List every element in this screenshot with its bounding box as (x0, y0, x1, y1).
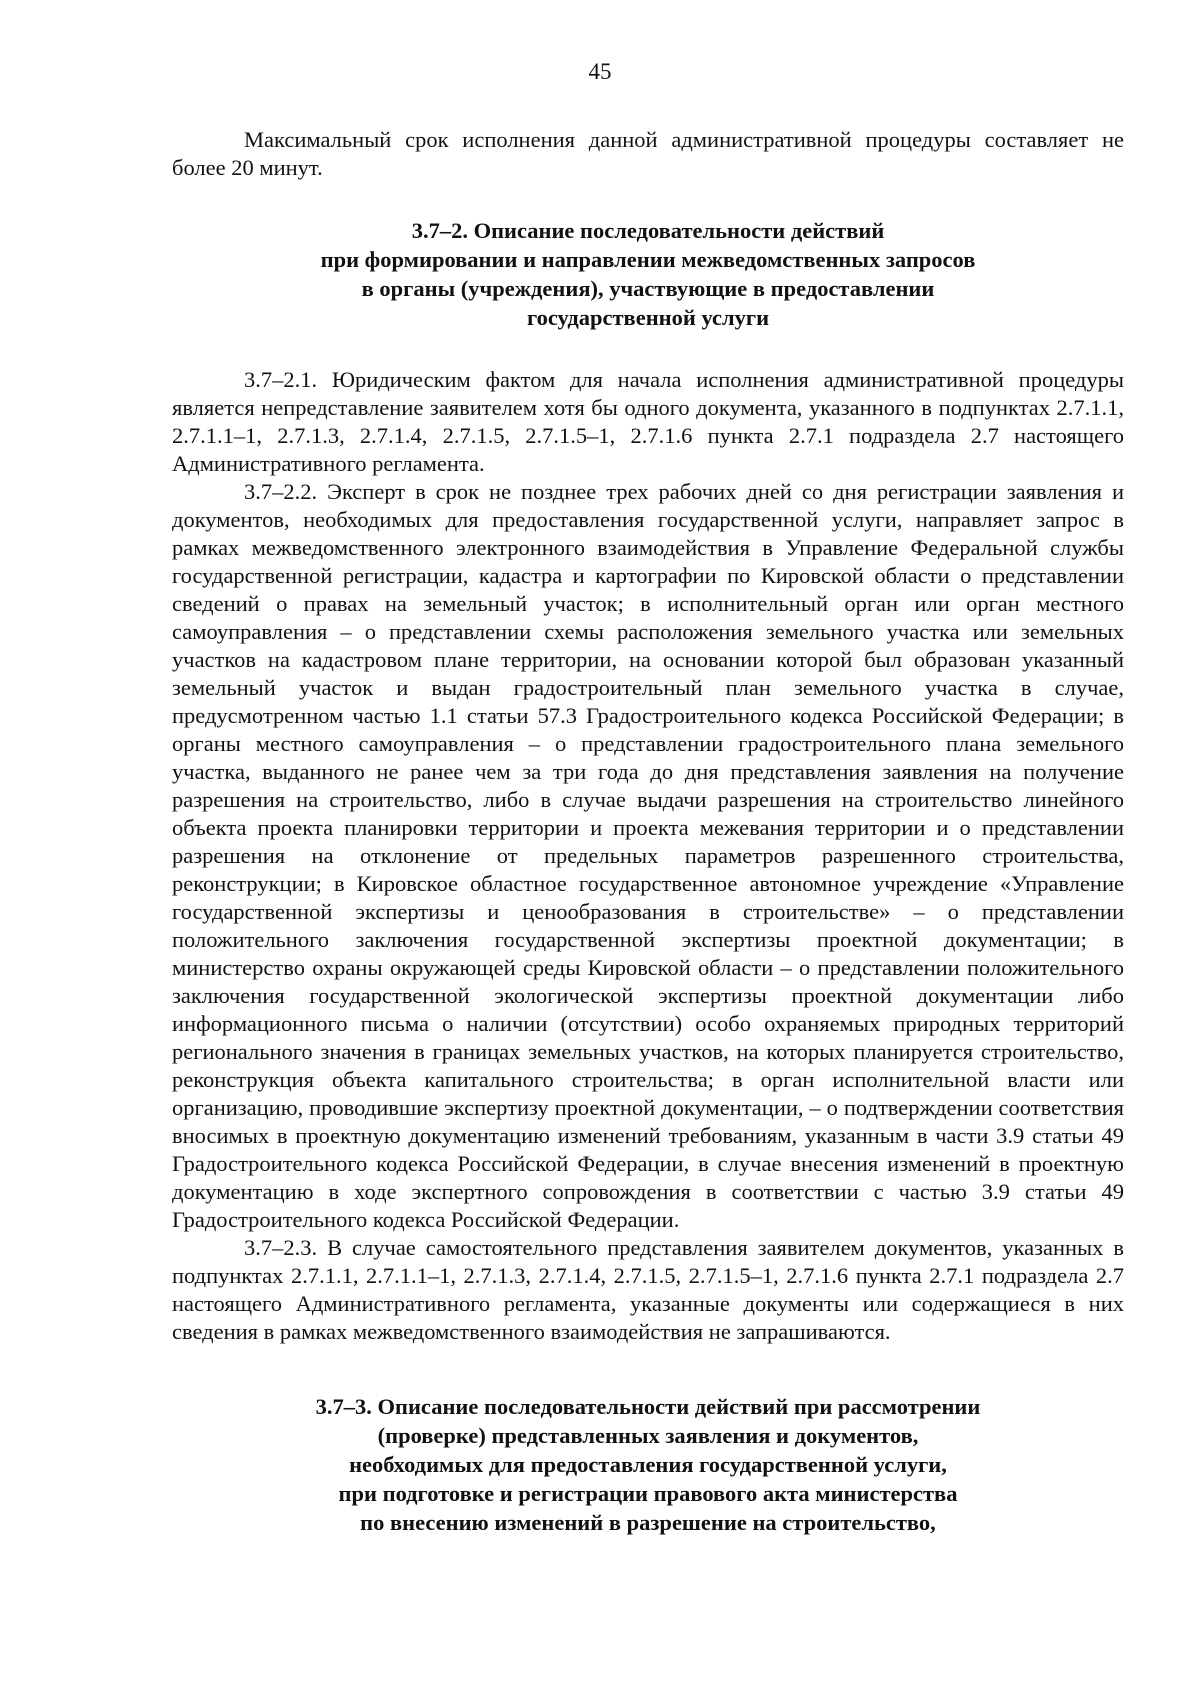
paragraph-3-7-2-2: 3.7–2.2. Эксперт в срок не позднее трех рабочих дней со дня регистрации заявления и документов, необходимых для предоставления государственной услуги, направляет запрос в рамках межведомственного электронного взаимодействия в Управление Федеральной службы государственной регистрации, кадастра и картографии по Кировской области о представлении сведений о правах на земельный участок; в исполнительный орган или орган местного самоуправления – о представлении схемы расположения земельного участка или земельных участков на кадастровом плане территории, на основании которой был образован указанный земельный участок и выдан градостроительный план земельного участка в случае, предусмотренном частью 1.1 статьи 57.3 Градостроительного кодекса Российской Федерации; в органы местного самоуправления – о представлении градостроительного плана земельного участка, выданного не ранее чем за три года до дня представления заявления на получение разрешения на строительство, либо в случае выдачи разрешения на строительство линейного объекта проекта планировки территории и проекта межевания территории и о представлении разрешения на отклонение от предельных параметров разрешенного строительства, реконструкции; в Кировское областное государственное автономное учреждение «Управление государственной экспертизы и ценообразования в строительстве» – о представлении положительного заключения государственной экспертизы проектной документации; в министерство охраны окружающей среды Кировской области – о представлении положительного заключения государственной экологической экспертизы проектной документации либо информационного письма о наличии (отсутствии) особо охраняемых природных территорий регионального значения в границах земельных участков, на которых планируется строительство, реконструкция объекта капитального строительства; в орган исполнительной власти или организацию, проводившие экспертизу проектной документации, – о подтверждении соответствия вносимых в проектную документацию изменений требованиям, указанным в части 3.9 статьи 49 Градостроительного кодекса Российской Федерации, в случае внесения изменений в проектную документацию в ходе экспертного сопровождения в соответствии с частью 3.9 статьи 49 Градостроительного кодекса Российской Федерации. (172, 479, 1124, 1232)
section-heading-3-7-3 (172, 1392, 1124, 1537)
heading-line: необходимых для предоставления государственной услуги, (349, 1452, 947, 1477)
page-number: 45 (588, 59, 612, 84)
heading-line: при формировании и направлении межведомственных запросов (320, 247, 976, 272)
intro-paragraph: Максимальный срок исполнения данной административной процедуры составляет не более 20 минут. (172, 127, 1124, 180)
heading-line: по внесению изменений в разрешение на строительство, (360, 1510, 936, 1535)
paragraph-3-7-2-1: 3.7–2.1. Юридическим фактом для начала исполнения административной процедуры является непредставление заявителем хотя бы одного документа, указанного в подпунктах 2.7.1.1, 2.7.1.1–1, 2.7.1.3, 2.7.1.4, 2.7.1.5, 2.7.1.5–1, 2.7.1.6 пункта 2.7.1 подраздела 2.7 настоящего Административного регламента. (172, 367, 1124, 476)
heading-line: в органы (учреждения), участвующие в предоставлении (361, 276, 935, 301)
heading-line: (проверке) представленных заявления и документов, (377, 1423, 919, 1448)
heading-line: 3.7–2. Описание последовательности действий (411, 218, 885, 243)
heading-line: при подготовке и регистрации правового акта министерства (338, 1481, 958, 1506)
heading-line: 3.7–3. Описание последовательности действий при рассмотрении (315, 1394, 981, 1419)
paragraph-3-7-2-3: 3.7–2.3. В случае самостоятельного представления заявителем документов, указанных в подпунктах 2.7.1.1, 2.7.1.1–1, 2.7.1.3, 2.7.1.4, 2.7.1.5, 2.7.1.5–1, 2.7.1.6 пункта 2.7.1 подраздела 2.7 настоящего Административного регламента, указанные документы или содержащиеся в них сведения в рамках межведомственного взаимодействия не запрашиваются. (172, 1235, 1124, 1344)
heading-line: государственной услуги (526, 305, 770, 330)
page-content (172, 126, 1124, 1537)
section-heading-3-7-2 (172, 216, 1124, 332)
